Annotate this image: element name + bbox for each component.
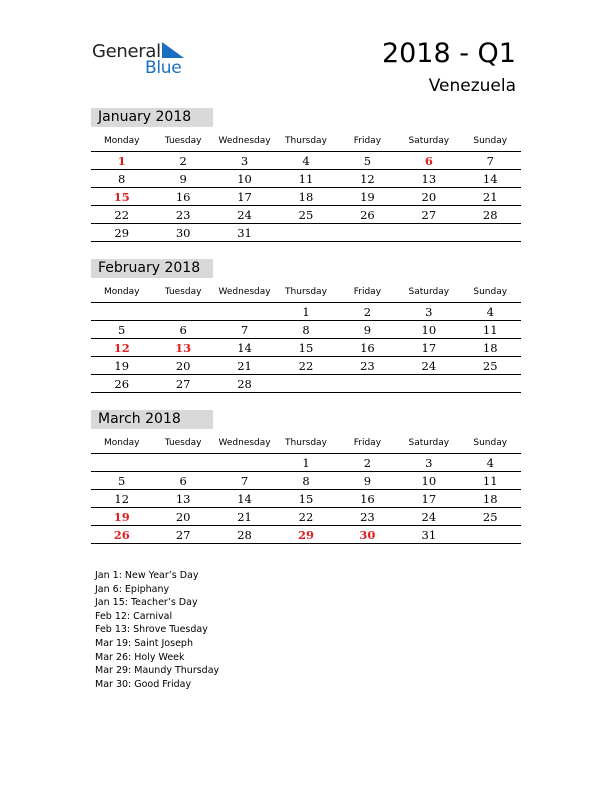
day-cell: 13 bbox=[175, 340, 192, 355]
weekday-label: Monday bbox=[103, 438, 140, 448]
day-cell: 6 bbox=[179, 322, 187, 337]
country-name: Venezuela bbox=[428, 76, 516, 96]
week-row bbox=[91, 339, 521, 357]
day-cell: 22 bbox=[298, 509, 314, 524]
day-cell: 7 bbox=[240, 322, 249, 337]
day-cell: 9 bbox=[363, 322, 372, 337]
day-cell: 2 bbox=[179, 153, 187, 168]
brand-general-text: General bbox=[92, 41, 161, 62]
day-cell: 19 bbox=[360, 189, 375, 204]
month-block bbox=[91, 410, 521, 544]
holiday-item: Mar 30: Good Friday bbox=[95, 678, 192, 690]
month-header: February 2018 bbox=[91, 259, 213, 278]
day-cell: 28 bbox=[482, 207, 498, 222]
day-cell: 21 bbox=[237, 509, 252, 524]
day-cell: 27 bbox=[175, 376, 191, 391]
day-cell: 29 bbox=[297, 527, 314, 542]
day-cell: 28 bbox=[237, 527, 252, 542]
day-cell: 16 bbox=[360, 491, 375, 506]
holiday-item: Jan 6: Epiphany bbox=[95, 583, 170, 595]
holiday-item: Feb 12: Carnival bbox=[95, 610, 173, 622]
day-cell: 24 bbox=[421, 509, 437, 524]
day-cell: 10 bbox=[237, 171, 252, 186]
weekday-label: Wednesday bbox=[218, 136, 271, 146]
weekday-label: Saturday bbox=[408, 438, 450, 448]
day-cell: 5 bbox=[118, 322, 126, 337]
day-cell: 21 bbox=[237, 358, 252, 373]
day-cell: 9 bbox=[363, 473, 372, 488]
weekday-label: Wednesday bbox=[218, 287, 271, 297]
day-cell: 10 bbox=[421, 473, 437, 488]
day-cell: 20 bbox=[175, 358, 191, 373]
week-row bbox=[91, 170, 521, 188]
day-cell: 9 bbox=[179, 171, 187, 186]
weekday-label: Friday bbox=[353, 136, 382, 146]
week-row bbox=[91, 508, 521, 526]
day-cell: 30 bbox=[175, 225, 191, 240]
day-cell: 17 bbox=[421, 491, 437, 506]
month-header: March 2018 bbox=[91, 410, 213, 429]
day-cell: 23 bbox=[175, 207, 191, 222]
day-cell: 21 bbox=[482, 189, 498, 204]
weekday-label: Friday bbox=[353, 287, 382, 297]
day-cell: 23 bbox=[360, 509, 375, 524]
holiday-item: Mar 19: Saint Joseph bbox=[95, 637, 193, 649]
day-cell: 25 bbox=[482, 358, 498, 373]
day-cell: 14 bbox=[482, 171, 498, 186]
day-cell: 26 bbox=[114, 376, 130, 391]
day-cell: 16 bbox=[360, 340, 375, 355]
day-cell: 18 bbox=[482, 491, 498, 506]
weekday-label: Thursday bbox=[285, 438, 327, 448]
day-cell: 24 bbox=[237, 207, 252, 222]
week-row bbox=[91, 454, 521, 472]
day-cell: 26 bbox=[113, 527, 130, 542]
week-row bbox=[91, 375, 521, 393]
week-row bbox=[91, 152, 521, 170]
brand-logo bbox=[92, 40, 202, 80]
day-cell: 4 bbox=[302, 153, 310, 168]
day-cell: 18 bbox=[482, 340, 498, 355]
weekday-label: Saturday bbox=[408, 287, 450, 297]
weekday-header-row bbox=[91, 433, 521, 454]
day-cell: 8 bbox=[302, 473, 310, 488]
holiday-list bbox=[95, 569, 219, 691]
weekday-label: Friday bbox=[353, 438, 382, 448]
week-row bbox=[91, 526, 521, 544]
day-cell: 2 bbox=[363, 455, 372, 470]
month-block bbox=[91, 259, 521, 393]
brand-blue-text: Blue bbox=[145, 58, 182, 78]
week-row bbox=[91, 303, 521, 321]
month-header: January 2018 bbox=[91, 108, 213, 127]
day-cell: 11 bbox=[298, 171, 314, 186]
day-cell: 19 bbox=[114, 358, 130, 373]
day-cell: 3 bbox=[425, 455, 433, 470]
day-cell: 12 bbox=[360, 171, 375, 186]
day-cell: 20 bbox=[175, 509, 191, 524]
day-cell: 25 bbox=[298, 207, 314, 222]
day-cell: 27 bbox=[421, 207, 437, 222]
day-cell: 28 bbox=[237, 376, 252, 391]
day-cell: 31 bbox=[421, 527, 437, 542]
day-cell: 14 bbox=[237, 340, 252, 355]
day-cell: 3 bbox=[240, 153, 249, 168]
day-cell: 5 bbox=[118, 473, 126, 488]
day-cell: 11 bbox=[482, 473, 498, 488]
week-row bbox=[91, 188, 521, 206]
week-row bbox=[91, 206, 521, 224]
day-cell: 15 bbox=[298, 340, 314, 355]
day-cell: 3 bbox=[425, 304, 433, 319]
day-cell: 7 bbox=[486, 153, 494, 168]
holiday-item: Mar 29: Maundy Thursday bbox=[95, 665, 220, 677]
day-cell: 13 bbox=[421, 171, 437, 186]
day-cell: 1 bbox=[302, 304, 310, 319]
weekday-label: Tuesday bbox=[164, 438, 202, 448]
week-row bbox=[91, 321, 521, 339]
day-cell: 17 bbox=[237, 189, 252, 204]
month-block bbox=[91, 108, 521, 242]
day-cell: 23 bbox=[360, 358, 375, 373]
day-cell: 10 bbox=[421, 322, 437, 337]
day-cell: 25 bbox=[482, 509, 498, 524]
day-cell: 7 bbox=[240, 473, 249, 488]
day-cell: 12 bbox=[114, 491, 130, 506]
day-cell: 8 bbox=[118, 171, 126, 186]
weekday-label: Tuesday bbox=[164, 136, 202, 146]
brand-triangle-icon bbox=[162, 42, 184, 58]
day-cell: 22 bbox=[298, 358, 314, 373]
day-cell: 4 bbox=[486, 304, 494, 319]
page-title: 2018 - Q1 bbox=[381, 38, 516, 69]
weekday-label: Sunday bbox=[473, 438, 508, 448]
weekday-label: Monday bbox=[103, 287, 140, 297]
day-cell: 19 bbox=[113, 509, 130, 524]
day-cell: 26 bbox=[360, 207, 375, 222]
weekday-label: Thursday bbox=[285, 287, 327, 297]
weekday-label: Monday bbox=[103, 136, 140, 146]
holiday-item: Mar 26: Holy Week bbox=[95, 651, 185, 663]
day-cell: 1 bbox=[302, 455, 310, 470]
day-cell: 16 bbox=[175, 189, 191, 204]
day-cell: 20 bbox=[421, 189, 437, 204]
day-cell: 5 bbox=[363, 153, 372, 168]
day-cell: 15 bbox=[113, 189, 130, 204]
day-cell: 6 bbox=[179, 473, 187, 488]
holiday-item: Feb 13: Shrove Tuesday bbox=[95, 624, 208, 636]
day-cell: 17 bbox=[421, 340, 437, 355]
weekday-label: Saturday bbox=[408, 136, 450, 146]
weekday-header-row bbox=[91, 131, 521, 152]
day-cell: 27 bbox=[175, 527, 191, 542]
day-cell: 18 bbox=[298, 189, 314, 204]
day-cell: 13 bbox=[175, 491, 191, 506]
day-cell: 15 bbox=[298, 491, 314, 506]
day-cell: 14 bbox=[237, 491, 252, 506]
weekday-label: Wednesday bbox=[218, 438, 271, 448]
weekday-label: Sunday bbox=[473, 136, 508, 146]
week-row bbox=[91, 490, 521, 508]
day-cell: 31 bbox=[237, 225, 252, 240]
day-cell: 24 bbox=[421, 358, 437, 373]
day-cell: 22 bbox=[114, 207, 130, 222]
week-row bbox=[91, 357, 521, 375]
day-cell: 4 bbox=[486, 455, 494, 470]
holiday-item: Jan 15: Teacher’s Day bbox=[95, 597, 198, 609]
day-cell: 11 bbox=[482, 322, 498, 337]
day-cell: 8 bbox=[302, 322, 310, 337]
day-cell: 29 bbox=[114, 225, 130, 240]
day-cell: 12 bbox=[113, 340, 130, 355]
weekday-header-row bbox=[91, 282, 521, 303]
weekday-label: Tuesday bbox=[164, 287, 202, 297]
day-cell: 2 bbox=[363, 304, 372, 319]
weekday-label: Thursday bbox=[285, 136, 327, 146]
day-cell: 1 bbox=[117, 153, 126, 168]
holiday-item: Jan 1: New Year’s Day bbox=[95, 570, 199, 581]
weekday-label: Sunday bbox=[473, 287, 508, 297]
week-row bbox=[91, 472, 521, 490]
day-cell: 30 bbox=[359, 527, 376, 542]
week-row bbox=[91, 224, 521, 242]
day-cell: 6 bbox=[424, 153, 433, 168]
